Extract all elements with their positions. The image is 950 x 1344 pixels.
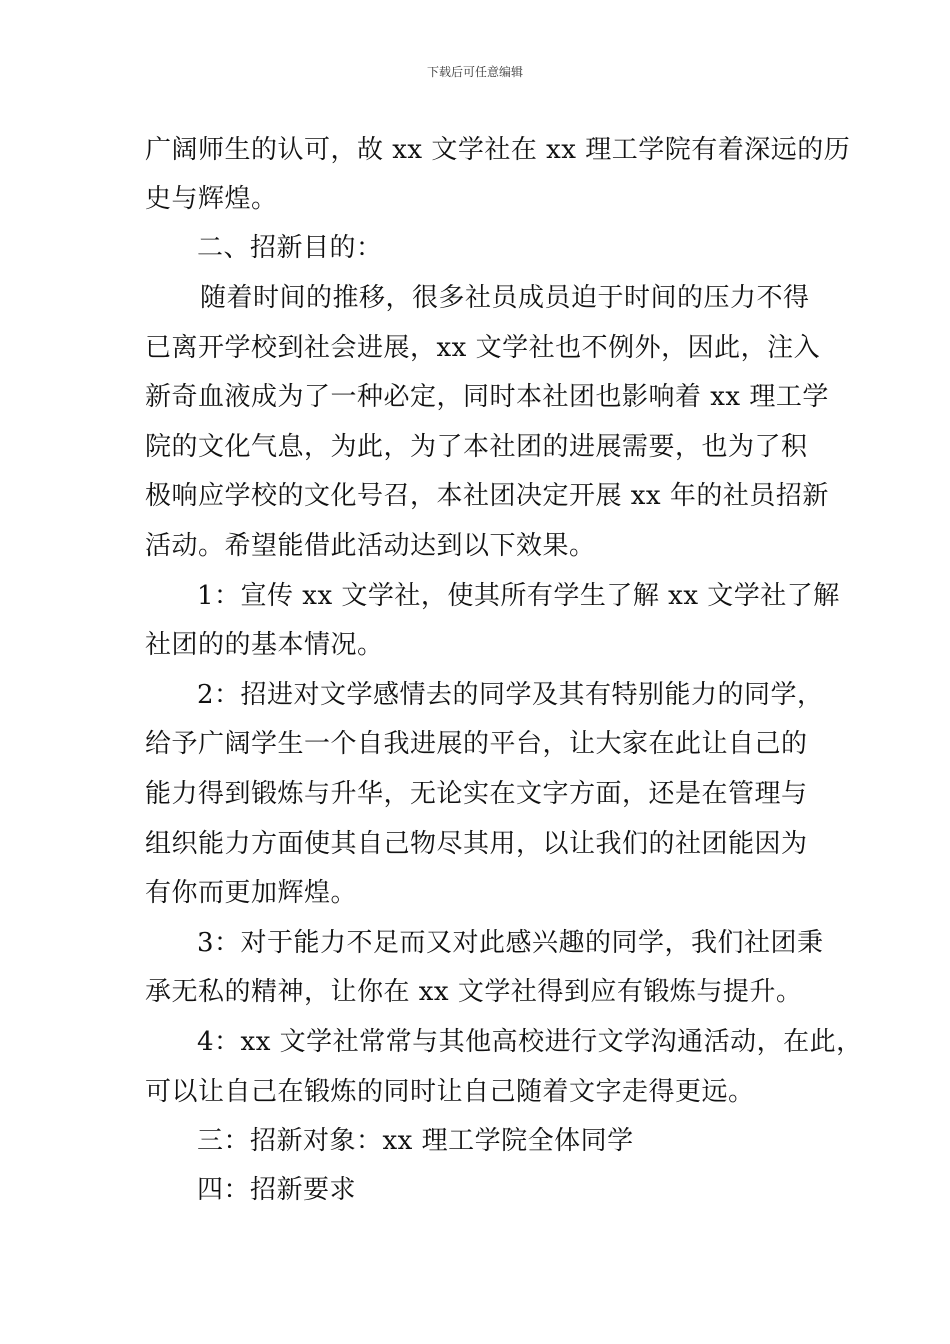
body-line: 院的文化气息，为此，为了本社团的进展需要，也为了积 xyxy=(145,432,808,462)
list-item: 4：xx 文学社常常与其他高校进行文学沟通活动，在此， xyxy=(197,1027,863,1057)
body-line: 史与辉煌。 xyxy=(145,184,278,214)
list-item: 2：招进对文学感情去的同学及其有特别能力的同学， xyxy=(197,680,824,710)
body-line: 组织能力方面使其自己物尽其用，以让我们的社团能因为 xyxy=(145,829,808,859)
body-line: 活动。希望能借此活动达到以下效果。 xyxy=(145,531,596,561)
body-line: 极响应学校的文化号召，本社团决定开展 xx 年的社员招新 xyxy=(145,481,829,511)
section-heading: 三：招新对象：xx 理工学院全体同学 xyxy=(197,1126,634,1156)
body-line: 已离开学校到社会进展，xx 文学社也不例外，因此，注入 xyxy=(145,333,821,363)
section-heading: 四：招新要求 xyxy=(197,1175,357,1205)
page-header: 下载后可任意编辑 xyxy=(426,65,523,79)
section-heading: 二、招新目的： xyxy=(197,233,383,263)
body-line: 广阔师生的认可，故 xx 文学社在 xx 理工学院有着深远的历 xyxy=(145,135,851,165)
body-line: 给予广阔学生一个自我进展的平台，让大家在此让自己的 xyxy=(145,729,808,759)
body-line: 随着时间的推移，很多社员成员迫于时间的压力不得 xyxy=(200,283,810,313)
list-item: 1：宣传 xx 文学社，使其所有学生了解 xx 文学社了解 xyxy=(197,581,840,611)
body-line: 有你而更加辉煌。 xyxy=(145,878,358,908)
body-line: 承无私的精神，让你在 xx 文学社得到应有锻炼与提升。 xyxy=(145,977,803,1007)
list-item: 3：对于能力不足而又对此感兴趣的同学，我们社团秉 xyxy=(197,928,824,958)
body-line: 能力得到锻炼与升华，无论实在文字方面，还是在管理与 xyxy=(145,779,808,809)
body-line: 社团的的基本情况。 xyxy=(145,630,384,660)
body-line: 可以让自己在锻炼的同时让自己随着文字走得更远。 xyxy=(145,1077,755,1107)
body-line: 新奇血液成为了一种必定，同时本社团也影响着 xx 理工学 xyxy=(145,382,829,412)
